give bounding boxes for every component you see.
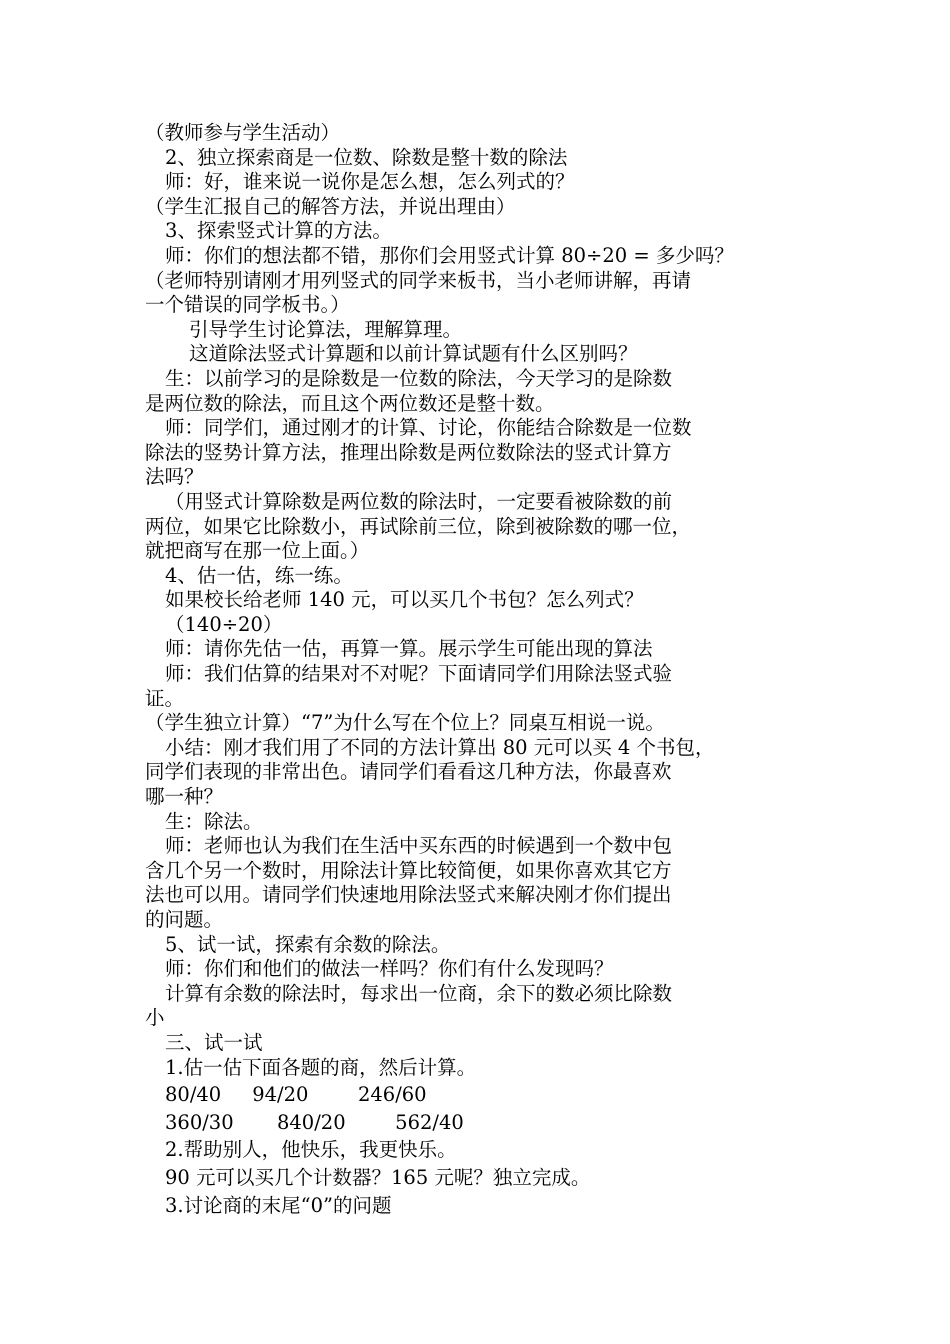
text-line: 是两位数的除法，而且这个两位数还是整十数。 <box>145 391 555 415</box>
exercise-heading: 2.帮助别人，他快乐，我更快乐。 <box>165 1138 457 1162</box>
text-line: （140÷20） <box>165 612 283 636</box>
text-line: 一个错误的同学板书。） <box>145 293 350 317</box>
text-line: （用竖式计算除数是两位数的除法时，一定要看被除数的前 <box>165 489 673 513</box>
text-line: 计算有余数的除法时，每求出一位商，余下的数必须比除数 <box>165 981 673 1005</box>
text-line: 就把商写在那一位上面。） <box>145 539 370 563</box>
exercise-heading: 1.估一估下面各题的商，然后计算。 <box>165 1055 477 1079</box>
text-line: 的问题。 <box>145 908 224 931</box>
text-line: 师：请你先估一估，再算一算。展示学生可能出现的算法 <box>165 637 653 661</box>
text-line: 除法的竖势计算方法，推理出除数是两位数除法的竖式计算方 <box>145 440 672 464</box>
text-line: 小结：刚才我们用了不同的方法计算出 80 元可以买 4 个书包， <box>165 735 715 759</box>
section-heading: 4、估一估，练一练。 <box>165 563 353 587</box>
text-line: 师：老师也认为我们在生活中买东西的时候遇到一个数中包 <box>165 834 673 858</box>
text-line: 含几个另一个数时，用除法计算比较简便，如果你喜欢其它方 <box>145 858 672 882</box>
exercise-heading: 3.讨论商的末尾“0”的问题 <box>165 1193 392 1217</box>
exercise-problems-row: 80/40 94/20 246/60 <box>165 1083 427 1107</box>
text-line: 师：我们估算的结果对不对呢？下面请同学们用除法竖式验 <box>165 662 673 686</box>
text-line: 如果校长给老师 140 元，可以买几个书包？怎么列式？ <box>165 588 644 612</box>
section-heading: 5、试一试，探索有余数的除法。 <box>165 932 451 956</box>
document-body <box>145 121 767 1218</box>
text-line: 师：你们和他们的做法一样吗？你们有什么发现吗？ <box>165 957 614 981</box>
text-line: 两位，如果它比除数小，再试除前三位，除到被除数的哪一位， <box>145 514 692 538</box>
text-line: （老师特别请刚才用列竖式的同学来板书，当小老师讲解，再请 <box>145 268 692 292</box>
text-line: 师：同学们，通过刚才的计算、讨论，你能结合除数是一位数 <box>165 416 692 440</box>
text-line: 法吗？ <box>145 465 204 489</box>
text-line: （学生独立计算）“7”为什么写在个位上？同桌互相说一说。 <box>145 711 665 735</box>
section-heading: 3、探索竖式计算的方法。 <box>165 219 392 243</box>
text-line: 小 <box>145 1006 165 1030</box>
text-line: 哪一种？ <box>145 785 224 809</box>
text-line: 法也可以用。请同学们快速地用除法竖式来解决刚才你们提出 <box>145 883 672 907</box>
text-line: 生：以前学习的是除数是一位数的除法，今天学习的是除数 <box>165 366 673 390</box>
text-line: 90 元可以买几个计数器？165 元呢？独立完成。 <box>165 1165 591 1189</box>
text-line: （教师参与学生活动） <box>145 121 341 144</box>
section-heading: 2、独立探索商是一位数、除数是整十数的除法 <box>165 145 568 169</box>
text-line: 证。 <box>145 686 185 710</box>
section-heading: 三、试一试 <box>165 1030 263 1054</box>
text-line: 师：你们的想法都不错，那你们会用竖式计算 80÷20 = 多少吗？ <box>165 243 734 267</box>
exercise-problems-row: 360/30 840/20 562/40 <box>165 1110 464 1134</box>
text-line: （学生汇报自己的解答方法，并说出理由） <box>145 194 516 218</box>
text-line: 这道除法竖式计算题和以前计算试题有什么区别吗？ <box>189 342 638 366</box>
text-line: 同学们表现的非常出色。请同学们看看这几种方法，你最喜欢 <box>145 760 672 784</box>
text-line: 生：除法。 <box>165 809 263 833</box>
text-line: 师：好，谁来说一说你是怎么想，怎么列式的？ <box>165 170 575 194</box>
text-line: 引导学生讨论算法，理解算理。 <box>189 317 463 341</box>
